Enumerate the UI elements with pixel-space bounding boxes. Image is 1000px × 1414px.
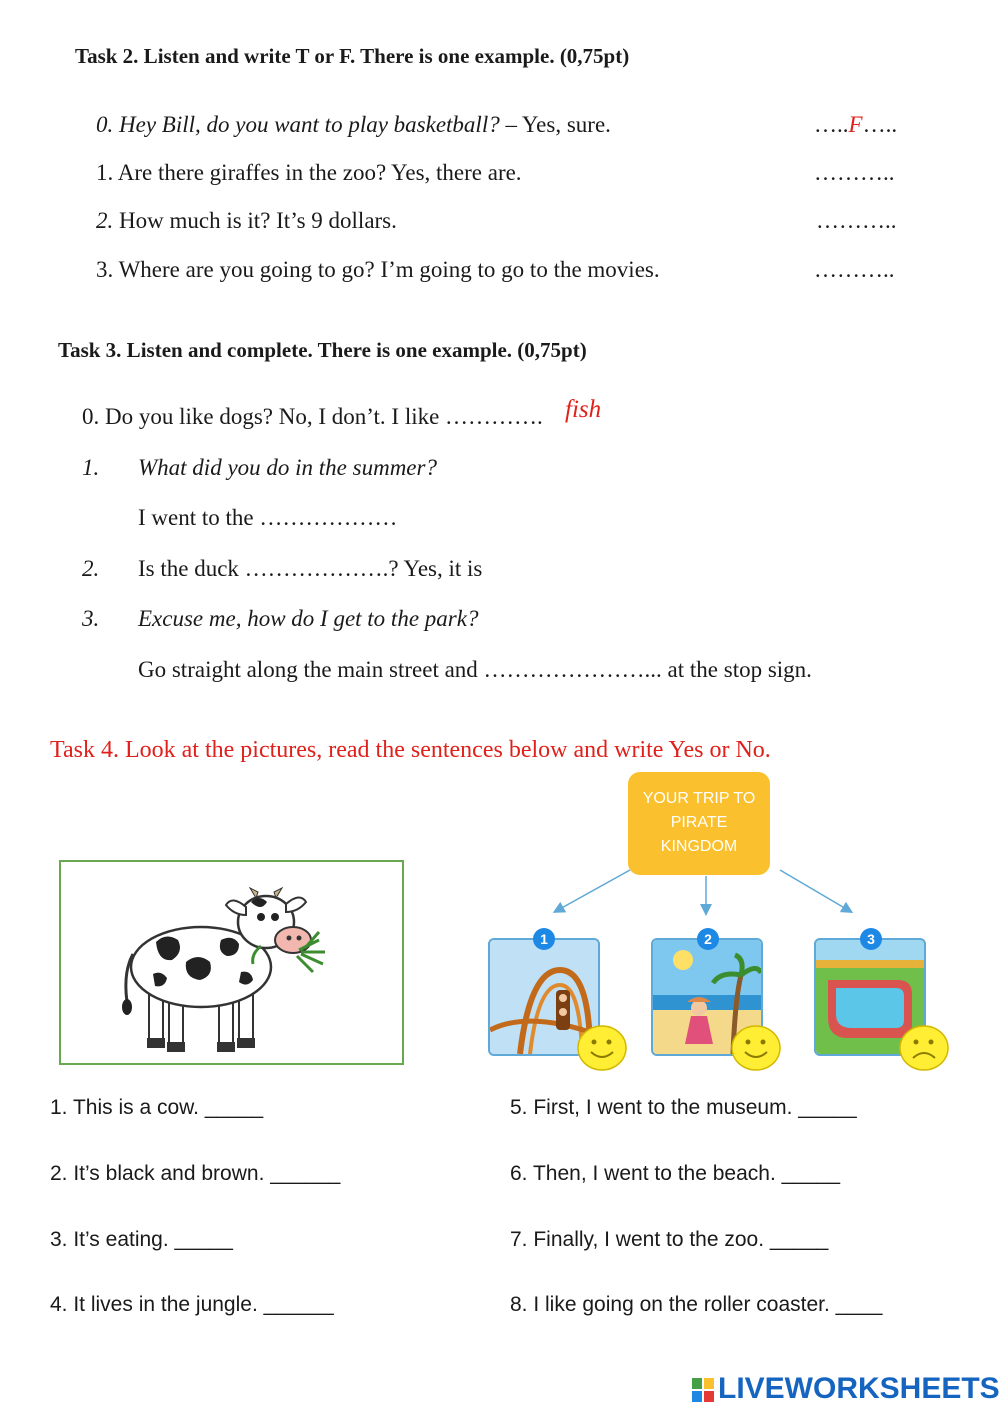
task4-question-8[interactable]: 8. I like going on the roller coaster. ____ (510, 1293, 883, 1316)
answer-dots: ….. (814, 112, 849, 137)
task4-question-6[interactable]: 6. Then, I went to the beach. _____ (510, 1162, 841, 1185)
diagram-arrows (540, 860, 870, 920)
task4-heading: Task 4. Look at the pictures, read the sentences below and write Yes or No. (50, 737, 771, 763)
diagram-title-line-2: PIRATE (670, 814, 728, 831)
item-text: How much is it? It’s 9 dollars. (119, 208, 397, 233)
task3-example-answer: fish (565, 396, 602, 423)
task3-heading: Task 3. Listen and complete. There is one example. (0,75pt) (58, 338, 587, 362)
item-num: 1. (96, 160, 114, 185)
task3-item-3-line[interactable]: Go straight along the main street and …………………... at the stop sign. (138, 657, 812, 682)
task3-item-1-line[interactable]: I went to the ……………… (138, 505, 398, 530)
task3-item-3-question: Excuse me, how do I get to the park? (138, 606, 479, 631)
item-num: 2. (96, 208, 114, 233)
task2-blank-2[interactable]: ……….. (816, 208, 897, 233)
task3-item-2-num: 2. (82, 556, 100, 581)
task2-example-answer (814, 112, 897, 138)
task2-item-1 (96, 160, 522, 186)
task3-item-3-num: 3. (82, 606, 100, 631)
task2-item-3 (96, 257, 660, 283)
task3-item-1-question: What did you do in the summer? (138, 455, 437, 480)
task3-example-line: 0. Do you like dogs? No, I don’t. I like …………. (82, 404, 543, 429)
item-text: Are there giraffes in the zoo? Yes, there are. (117, 160, 522, 185)
task2-example-text: Hey Bill, do you want to play basketball? (119, 112, 500, 137)
task4-question-1[interactable]: 1. This is a cow. _____ (50, 1096, 264, 1119)
happy-face-icon (730, 1024, 782, 1072)
badge-3: 3 (860, 928, 882, 950)
task2-blank-1[interactable]: ……….. (814, 160, 895, 185)
task2-heading: Task 2. Listen and write T or F. There is one example. (0,75pt) (75, 44, 630, 68)
task2-example-line (96, 112, 611, 138)
task2-example-num: 0. (96, 112, 114, 137)
task2-example-reply: – Yes, sure. (499, 112, 611, 137)
task2-item-2 (96, 208, 397, 234)
answer-value: F (848, 112, 863, 137)
task2-blank-3[interactable]: ……….. (814, 257, 895, 282)
task4-question-2[interactable]: 2. It’s black and brown. ______ (50, 1162, 341, 1185)
item-text: Where are you going to go? I’m going to go to the movies. (118, 257, 660, 282)
cow-picture (59, 860, 404, 1065)
diagram-title-line-1: YOUR TRIP TO (642, 790, 756, 807)
item-num: 3. (96, 257, 114, 282)
happy-face-icon (576, 1024, 628, 1072)
task4-question-3[interactable]: 3. It’s eating. _____ (50, 1228, 233, 1251)
liveworksheets-logo[interactable]: LIVEWORKSHEETS (718, 1372, 1000, 1405)
liveworksheets-logo-icon (692, 1378, 714, 1402)
task3-item-2-line[interactable]: Is the duck ……………….? Yes, it is (138, 556, 483, 581)
task4-question-7[interactable]: 7. Finally, I went to the zoo. _____ (510, 1228, 829, 1251)
cow-illustration (61, 862, 402, 1063)
sad-face-icon (898, 1024, 950, 1072)
badge-2: 2 (697, 928, 719, 950)
diagram-title-line-3: KINGDOM (660, 838, 738, 855)
task3-item-1-num: 1. (82, 455, 100, 480)
answer-dots: ….. (862, 112, 898, 137)
task4-question-5[interactable]: 5. First, I went to the museum. _____ (510, 1096, 857, 1119)
badge-1: 1 (533, 928, 555, 950)
task4-question-4[interactable]: 4. It lives in the jungle. ______ (50, 1293, 334, 1316)
